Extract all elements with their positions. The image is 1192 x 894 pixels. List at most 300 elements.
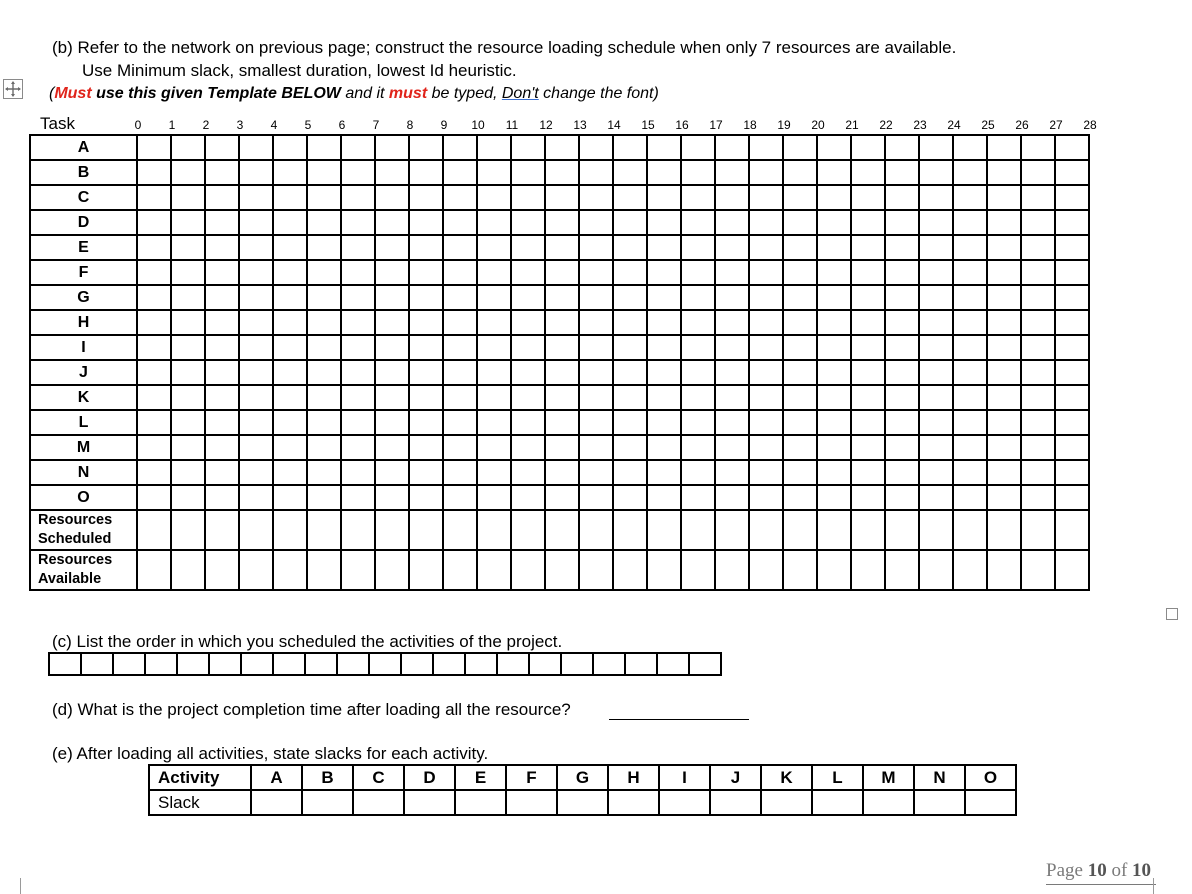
task-row-b-cell[interactable]	[511, 160, 545, 185]
task-row-h-cell[interactable]	[443, 310, 477, 335]
resources-scheduled-row-cell[interactable]	[987, 510, 1021, 550]
task-row-o-cell[interactable]	[1021, 485, 1055, 510]
resources-available-row-cell[interactable]	[205, 550, 239, 590]
task-row-e-cell[interactable]	[239, 235, 273, 260]
task-row-g-cell[interactable]	[613, 285, 647, 310]
task-row-k-cell[interactable]	[681, 385, 715, 410]
task-row-b-cell[interactable]	[205, 160, 239, 185]
task-row-k-cell[interactable]	[749, 385, 783, 410]
task-row-l-cell[interactable]	[1021, 410, 1055, 435]
task-row-f-cell[interactable]	[307, 260, 341, 285]
task-row-c-cell[interactable]	[307, 185, 341, 210]
task-row-o-cell[interactable]	[545, 485, 579, 510]
task-row-i-cell[interactable]	[307, 335, 341, 360]
resources-available-row-cell[interactable]	[273, 550, 307, 590]
task-row-l-cell[interactable]	[307, 410, 341, 435]
task-row-a-cell[interactable]	[613, 135, 647, 160]
task-row-f-cell[interactable]	[1021, 260, 1055, 285]
task-row-o-cell[interactable]	[409, 485, 443, 510]
task-row-a-cell[interactable]	[1055, 135, 1089, 160]
task-row-g-cell[interactable]	[477, 285, 511, 310]
resources-available-row-cell[interactable]	[239, 550, 273, 590]
task-row-d-cell[interactable]	[749, 210, 783, 235]
task-row-j-cell[interactable]	[171, 360, 205, 385]
task-row-b-cell[interactable]	[579, 160, 613, 185]
slack-cell-n[interactable]	[914, 790, 965, 815]
task-row-i-cell[interactable]	[851, 335, 885, 360]
task-row-f-cell[interactable]	[409, 260, 443, 285]
task-row-a-cell[interactable]	[239, 135, 273, 160]
task-row-j-cell[interactable]	[953, 360, 987, 385]
task-row-c-cell[interactable]	[919, 185, 953, 210]
resources-scheduled-row-cell[interactable]	[851, 510, 885, 550]
task-row-i-cell[interactable]	[341, 335, 375, 360]
task-row-i-cell[interactable]	[817, 335, 851, 360]
resources-scheduled-row-cell[interactable]	[1021, 510, 1055, 550]
task-row-h-cell[interactable]	[953, 310, 987, 335]
task-row-n-cell[interactable]	[885, 460, 919, 485]
resources-available-row-cell[interactable]	[137, 550, 171, 590]
resources-available-row-cell[interactable]	[953, 550, 987, 590]
activity-order-cell[interactable]	[81, 653, 113, 675]
task-row-i-cell[interactable]	[545, 335, 579, 360]
task-row-k-cell[interactable]	[273, 385, 307, 410]
task-row-f-cell[interactable]	[171, 260, 205, 285]
task-row-i-cell[interactable]	[715, 335, 749, 360]
resources-scheduled-row-cell[interactable]	[579, 510, 613, 550]
task-row-g-cell[interactable]	[137, 285, 171, 310]
task-row-d-cell[interactable]	[987, 210, 1021, 235]
task-row-k-cell[interactable]	[579, 385, 613, 410]
task-row-o-cell[interactable]	[953, 485, 987, 510]
resources-available-row-cell[interactable]	[749, 550, 783, 590]
resources-available-row-cell[interactable]	[375, 550, 409, 590]
resources-scheduled-row-cell[interactable]	[375, 510, 409, 550]
task-row-c-cell[interactable]	[477, 185, 511, 210]
activity-order-cell[interactable]	[497, 653, 529, 675]
task-row-a-cell[interactable]	[681, 135, 715, 160]
task-row-c-cell[interactable]	[715, 185, 749, 210]
task-row-i-cell[interactable]	[137, 335, 171, 360]
resources-available-row-cell[interactable]	[613, 550, 647, 590]
task-row-m-cell[interactable]	[239, 435, 273, 460]
task-row-l-cell[interactable]	[239, 410, 273, 435]
task-row-n-cell[interactable]	[341, 460, 375, 485]
task-row-i-cell[interactable]	[783, 335, 817, 360]
task-row-j-cell[interactable]	[375, 360, 409, 385]
activity-order-cell[interactable]	[337, 653, 369, 675]
task-row-a-cell[interactable]	[817, 135, 851, 160]
task-row-n-cell[interactable]	[205, 460, 239, 485]
task-row-l-cell[interactable]	[613, 410, 647, 435]
task-row-n-cell[interactable]	[409, 460, 443, 485]
task-row-i-cell[interactable]	[579, 335, 613, 360]
task-row-e-cell[interactable]	[205, 235, 239, 260]
task-row-m-cell[interactable]	[613, 435, 647, 460]
resources-scheduled-row-cell[interactable]	[137, 510, 171, 550]
activity-order-cell[interactable]	[593, 653, 625, 675]
task-row-c-cell[interactable]	[681, 185, 715, 210]
slack-cell-d[interactable]	[404, 790, 455, 815]
task-row-k-cell[interactable]	[715, 385, 749, 410]
task-row-o-cell[interactable]	[987, 485, 1021, 510]
task-row-h-cell[interactable]	[273, 310, 307, 335]
task-row-b-cell[interactable]	[171, 160, 205, 185]
task-row-c-cell[interactable]	[953, 185, 987, 210]
task-row-c-cell[interactable]	[987, 185, 1021, 210]
task-row-d-cell[interactable]	[1055, 210, 1089, 235]
task-row-g-cell[interactable]	[987, 285, 1021, 310]
task-row-g-cell[interactable]	[239, 285, 273, 310]
activity-order-cell[interactable]	[401, 653, 433, 675]
task-row-b-cell[interactable]	[817, 160, 851, 185]
resources-available-row-cell[interactable]	[511, 550, 545, 590]
task-row-d-cell[interactable]	[851, 210, 885, 235]
resources-scheduled-row-cell[interactable]	[681, 510, 715, 550]
task-row-h-cell[interactable]	[1055, 310, 1089, 335]
task-row-o-cell[interactable]	[681, 485, 715, 510]
task-row-h-cell[interactable]	[749, 310, 783, 335]
task-row-g-cell[interactable]	[783, 285, 817, 310]
slack-cell-a[interactable]	[251, 790, 302, 815]
task-row-e-cell[interactable]	[681, 235, 715, 260]
task-row-d-cell[interactable]	[307, 210, 341, 235]
task-row-o-cell[interactable]	[307, 485, 341, 510]
task-row-i-cell[interactable]	[1055, 335, 1089, 360]
task-row-h-cell[interactable]	[137, 310, 171, 335]
task-row-h-cell[interactable]	[919, 310, 953, 335]
task-row-i-cell[interactable]	[205, 335, 239, 360]
task-row-i-cell[interactable]	[477, 335, 511, 360]
task-row-i-cell[interactable]	[409, 335, 443, 360]
task-row-d-cell[interactable]	[375, 210, 409, 235]
task-row-e-cell[interactable]	[613, 235, 647, 260]
task-row-j-cell[interactable]	[1055, 360, 1089, 385]
task-row-o-cell[interactable]	[239, 485, 273, 510]
task-row-l-cell[interactable]	[545, 410, 579, 435]
resources-available-row-cell[interactable]	[783, 550, 817, 590]
task-row-g-cell[interactable]	[953, 285, 987, 310]
task-row-n-cell[interactable]	[987, 460, 1021, 485]
task-row-o-cell[interactable]	[205, 485, 239, 510]
task-row-n-cell[interactable]	[511, 460, 545, 485]
task-row-m-cell[interactable]	[205, 435, 239, 460]
task-row-c-cell[interactable]	[443, 185, 477, 210]
task-row-f-cell[interactable]	[273, 260, 307, 285]
task-row-l-cell[interactable]	[375, 410, 409, 435]
task-row-c-cell[interactable]	[749, 185, 783, 210]
task-row-e-cell[interactable]	[647, 235, 681, 260]
resources-scheduled-row-cell[interactable]	[919, 510, 953, 550]
task-row-c-cell[interactable]	[511, 185, 545, 210]
resources-scheduled-row-cell[interactable]	[545, 510, 579, 550]
task-row-b-cell[interactable]	[783, 160, 817, 185]
task-row-h-cell[interactable]	[851, 310, 885, 335]
task-row-b-cell[interactable]	[647, 160, 681, 185]
task-row-j-cell[interactable]	[987, 360, 1021, 385]
task-row-f-cell[interactable]	[681, 260, 715, 285]
task-row-e-cell[interactable]	[715, 235, 749, 260]
resources-available-row-cell[interactable]	[851, 550, 885, 590]
task-row-a-cell[interactable]	[579, 135, 613, 160]
task-row-e-cell[interactable]	[409, 235, 443, 260]
task-row-a-cell[interactable]	[919, 135, 953, 160]
task-row-a-cell[interactable]	[749, 135, 783, 160]
task-row-j-cell[interactable]	[307, 360, 341, 385]
task-row-d-cell[interactable]	[239, 210, 273, 235]
task-row-a-cell[interactable]	[647, 135, 681, 160]
resources-available-row-cell[interactable]	[1021, 550, 1055, 590]
task-row-c-cell[interactable]	[1021, 185, 1055, 210]
task-row-a-cell[interactable]	[511, 135, 545, 160]
activity-order-cell[interactable]	[241, 653, 273, 675]
task-row-l-cell[interactable]	[817, 410, 851, 435]
task-row-j-cell[interactable]	[409, 360, 443, 385]
task-row-e-cell[interactable]	[953, 235, 987, 260]
task-row-f-cell[interactable]	[817, 260, 851, 285]
task-row-h-cell[interactable]	[715, 310, 749, 335]
task-row-k-cell[interactable]	[341, 385, 375, 410]
task-row-e-cell[interactable]	[1055, 235, 1089, 260]
task-row-h-cell[interactable]	[171, 310, 205, 335]
task-row-g-cell[interactable]	[443, 285, 477, 310]
task-row-o-cell[interactable]	[171, 485, 205, 510]
task-row-m-cell[interactable]	[987, 435, 1021, 460]
task-row-h-cell[interactable]	[647, 310, 681, 335]
task-row-m-cell[interactable]	[477, 435, 511, 460]
task-row-d-cell[interactable]	[681, 210, 715, 235]
resources-available-row-cell[interactable]	[647, 550, 681, 590]
task-row-a-cell[interactable]	[953, 135, 987, 160]
task-row-n-cell[interactable]	[273, 460, 307, 485]
task-row-b-cell[interactable]	[681, 160, 715, 185]
task-row-o-cell[interactable]	[375, 485, 409, 510]
task-row-k-cell[interactable]	[409, 385, 443, 410]
task-row-d-cell[interactable]	[511, 210, 545, 235]
task-row-n-cell[interactable]	[953, 460, 987, 485]
task-row-k-cell[interactable]	[647, 385, 681, 410]
task-row-i-cell[interactable]	[239, 335, 273, 360]
task-row-n-cell[interactable]	[1055, 460, 1089, 485]
task-row-g-cell[interactable]	[817, 285, 851, 310]
task-row-k-cell[interactable]	[851, 385, 885, 410]
task-row-m-cell[interactable]	[171, 435, 205, 460]
task-row-j-cell[interactable]	[205, 360, 239, 385]
resources-scheduled-row-cell[interactable]	[613, 510, 647, 550]
task-row-o-cell[interactable]	[783, 485, 817, 510]
task-row-f-cell[interactable]	[885, 260, 919, 285]
task-row-h-cell[interactable]	[375, 310, 409, 335]
task-row-i-cell[interactable]	[1021, 335, 1055, 360]
task-row-d-cell[interactable]	[579, 210, 613, 235]
task-row-c-cell[interactable]	[647, 185, 681, 210]
task-row-l-cell[interactable]	[715, 410, 749, 435]
task-row-g-cell[interactable]	[919, 285, 953, 310]
task-row-d-cell[interactable]	[205, 210, 239, 235]
task-row-j-cell[interactable]	[511, 360, 545, 385]
task-row-o-cell[interactable]	[851, 485, 885, 510]
task-row-d-cell[interactable]	[885, 210, 919, 235]
resources-scheduled-row-cell[interactable]	[307, 510, 341, 550]
task-row-f-cell[interactable]	[613, 260, 647, 285]
task-row-h-cell[interactable]	[817, 310, 851, 335]
task-row-c-cell[interactable]	[851, 185, 885, 210]
task-row-o-cell[interactable]	[477, 485, 511, 510]
task-row-j-cell[interactable]	[137, 360, 171, 385]
resources-scheduled-row-cell[interactable]	[885, 510, 919, 550]
task-row-b-cell[interactable]	[443, 160, 477, 185]
task-row-j-cell[interactable]	[477, 360, 511, 385]
task-row-e-cell[interactable]	[137, 235, 171, 260]
task-row-d-cell[interactable]	[171, 210, 205, 235]
task-row-i-cell[interactable]	[375, 335, 409, 360]
task-row-j-cell[interactable]	[885, 360, 919, 385]
task-row-d-cell[interactable]	[715, 210, 749, 235]
resources-available-row-cell[interactable]	[919, 550, 953, 590]
task-row-e-cell[interactable]	[987, 235, 1021, 260]
task-row-f-cell[interactable]	[511, 260, 545, 285]
task-row-e-cell[interactable]	[851, 235, 885, 260]
task-row-h-cell[interactable]	[545, 310, 579, 335]
task-row-n-cell[interactable]	[307, 460, 341, 485]
task-row-k-cell[interactable]	[817, 385, 851, 410]
task-row-o-cell[interactable]	[749, 485, 783, 510]
resources-scheduled-row-cell[interactable]	[171, 510, 205, 550]
task-row-c-cell[interactable]	[545, 185, 579, 210]
task-row-c-cell[interactable]	[817, 185, 851, 210]
task-row-k-cell[interactable]	[987, 385, 1021, 410]
task-row-m-cell[interactable]	[375, 435, 409, 460]
task-row-n-cell[interactable]	[715, 460, 749, 485]
task-row-n-cell[interactable]	[647, 460, 681, 485]
task-row-e-cell[interactable]	[817, 235, 851, 260]
task-row-l-cell[interactable]	[749, 410, 783, 435]
task-row-n-cell[interactable]	[851, 460, 885, 485]
task-row-n-cell[interactable]	[783, 460, 817, 485]
task-row-e-cell[interactable]	[443, 235, 477, 260]
task-row-a-cell[interactable]	[375, 135, 409, 160]
task-row-e-cell[interactable]	[511, 235, 545, 260]
task-row-g-cell[interactable]	[171, 285, 205, 310]
task-row-c-cell[interactable]	[239, 185, 273, 210]
task-row-a-cell[interactable]	[783, 135, 817, 160]
resources-available-row-cell[interactable]	[443, 550, 477, 590]
task-row-g-cell[interactable]	[681, 285, 715, 310]
task-row-f-cell[interactable]	[953, 260, 987, 285]
task-row-l-cell[interactable]	[647, 410, 681, 435]
task-row-h-cell[interactable]	[1021, 310, 1055, 335]
task-row-f-cell[interactable]	[239, 260, 273, 285]
completion-time-answer-line[interactable]	[609, 718, 749, 720]
resources-scheduled-row-cell[interactable]	[409, 510, 443, 550]
task-row-g-cell[interactable]	[885, 285, 919, 310]
task-row-d-cell[interactable]	[137, 210, 171, 235]
task-row-g-cell[interactable]	[205, 285, 239, 310]
resources-available-row-cell[interactable]	[171, 550, 205, 590]
resources-available-row-cell[interactable]	[341, 550, 375, 590]
task-row-e-cell[interactable]	[783, 235, 817, 260]
task-row-c-cell[interactable]	[273, 185, 307, 210]
slack-cell-i[interactable]	[659, 790, 710, 815]
task-row-i-cell[interactable]	[273, 335, 307, 360]
task-row-l-cell[interactable]	[885, 410, 919, 435]
task-row-l-cell[interactable]	[987, 410, 1021, 435]
activity-order-cell[interactable]	[49, 653, 81, 675]
task-row-i-cell[interactable]	[647, 335, 681, 360]
resources-scheduled-row-cell[interactable]	[715, 510, 749, 550]
task-row-n-cell[interactable]	[681, 460, 715, 485]
task-row-g-cell[interactable]	[307, 285, 341, 310]
task-row-b-cell[interactable]	[987, 160, 1021, 185]
task-row-n-cell[interactable]	[919, 460, 953, 485]
resources-scheduled-row-cell[interactable]	[1055, 510, 1089, 550]
task-row-c-cell[interactable]	[783, 185, 817, 210]
task-row-i-cell[interactable]	[613, 335, 647, 360]
task-row-m-cell[interactable]	[443, 435, 477, 460]
task-row-k-cell[interactable]	[307, 385, 341, 410]
task-row-f-cell[interactable]	[749, 260, 783, 285]
task-row-g-cell[interactable]	[579, 285, 613, 310]
task-row-c-cell[interactable]	[885, 185, 919, 210]
task-row-i-cell[interactable]	[919, 335, 953, 360]
task-row-b-cell[interactable]	[749, 160, 783, 185]
slack-cell-g[interactable]	[557, 790, 608, 815]
task-row-m-cell[interactable]	[919, 435, 953, 460]
task-row-m-cell[interactable]	[1055, 435, 1089, 460]
task-row-l-cell[interactable]	[681, 410, 715, 435]
task-row-l-cell[interactable]	[851, 410, 885, 435]
task-row-m-cell[interactable]	[579, 435, 613, 460]
task-row-a-cell[interactable]	[341, 135, 375, 160]
task-row-e-cell[interactable]	[749, 235, 783, 260]
task-row-k-cell[interactable]	[545, 385, 579, 410]
slack-cell-o[interactable]	[965, 790, 1016, 815]
task-row-n-cell[interactable]	[375, 460, 409, 485]
task-row-d-cell[interactable]	[341, 210, 375, 235]
task-row-j-cell[interactable]	[579, 360, 613, 385]
task-row-f-cell[interactable]	[647, 260, 681, 285]
task-row-g-cell[interactable]	[545, 285, 579, 310]
slack-cell-l[interactable]	[812, 790, 863, 815]
task-row-i-cell[interactable]	[171, 335, 205, 360]
task-row-m-cell[interactable]	[783, 435, 817, 460]
task-row-f-cell[interactable]	[783, 260, 817, 285]
task-row-b-cell[interactable]	[851, 160, 885, 185]
activity-order-cell[interactable]	[273, 653, 305, 675]
task-row-b-cell[interactable]	[409, 160, 443, 185]
task-row-n-cell[interactable]	[239, 460, 273, 485]
task-row-h-cell[interactable]	[783, 310, 817, 335]
task-row-n-cell[interactable]	[817, 460, 851, 485]
task-row-m-cell[interactable]	[273, 435, 307, 460]
task-row-g-cell[interactable]	[341, 285, 375, 310]
activity-order-cell[interactable]	[561, 653, 593, 675]
task-row-m-cell[interactable]	[749, 435, 783, 460]
task-row-o-cell[interactable]	[715, 485, 749, 510]
task-row-a-cell[interactable]	[307, 135, 341, 160]
activity-order-cell[interactable]	[369, 653, 401, 675]
resources-available-row-cell[interactable]	[579, 550, 613, 590]
task-row-e-cell[interactable]	[375, 235, 409, 260]
activity-order-cell[interactable]	[625, 653, 657, 675]
slack-cell-b[interactable]	[302, 790, 353, 815]
task-row-c-cell[interactable]	[171, 185, 205, 210]
task-row-j-cell[interactable]	[1021, 360, 1055, 385]
task-row-a-cell[interactable]	[987, 135, 1021, 160]
task-row-k-cell[interactable]	[443, 385, 477, 410]
resources-available-row-cell[interactable]	[885, 550, 919, 590]
task-row-m-cell[interactable]	[307, 435, 341, 460]
